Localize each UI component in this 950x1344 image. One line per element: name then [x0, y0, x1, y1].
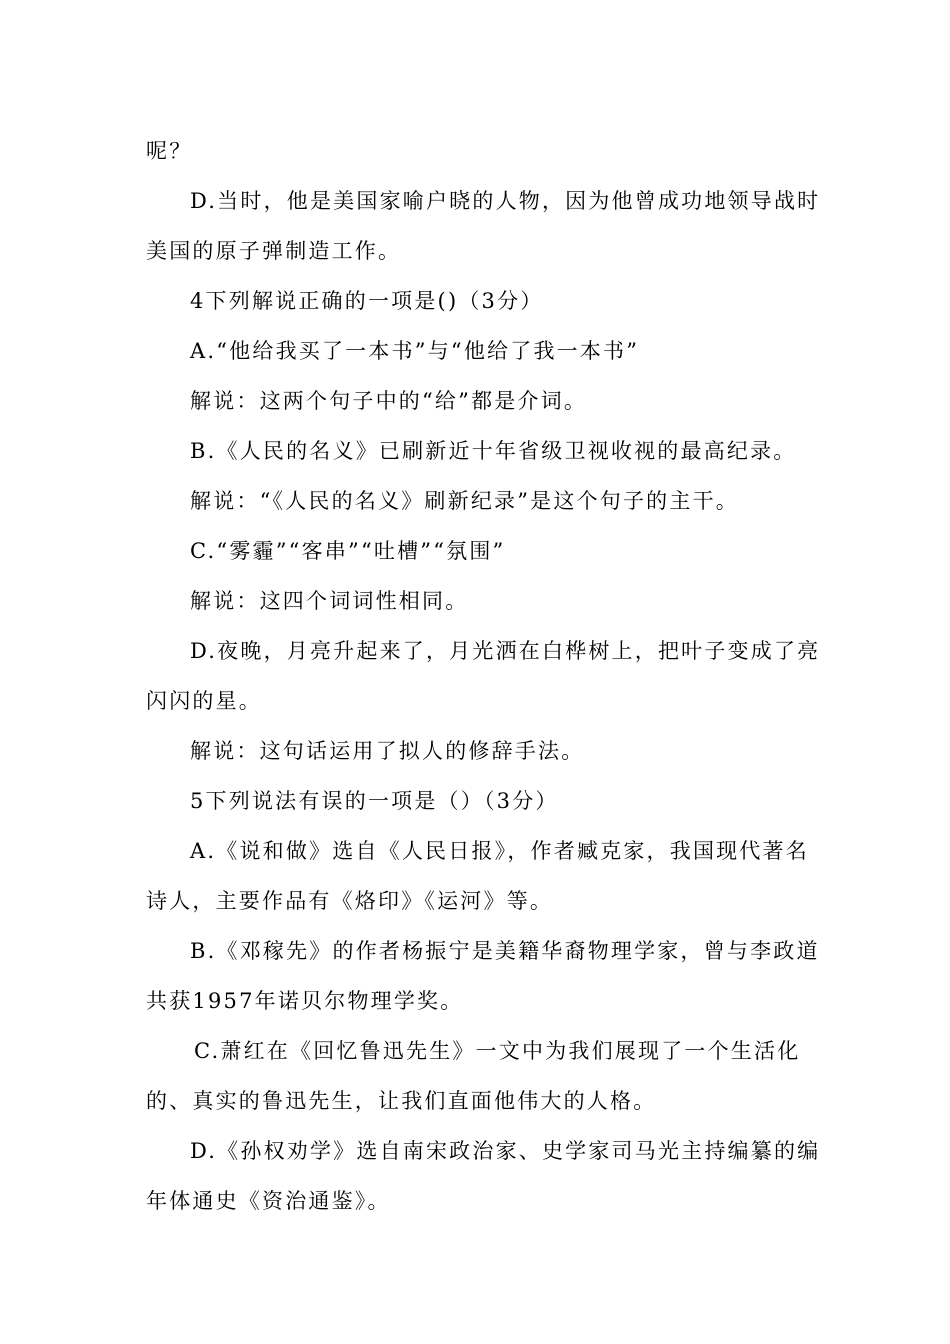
q4-option-d-line-1: D.夜晚，月亮升起来了，月光洒在白桦树上，把叶子变成了亮 [190, 639, 821, 663]
q5-option-b-line-2: 共获1957年诺贝尔物理学奖。 [146, 989, 464, 1013]
q5-option-c-line-1: C.萧红在《回忆鲁迅先生》一文中为我们展现了一个生活化 [194, 1039, 801, 1063]
q4-option-d-explanation: 解说：这句话运用了拟人的修辞手法。 [190, 739, 585, 763]
q5-option-b-line-1: B.《邓稼先》的作者杨振宁是美籍华裔物理学家，曾与李政道 [190, 939, 820, 963]
q4-option-d-line-2: 闪闪的星。 [146, 689, 262, 713]
q4-option-a-explanation: 解说：这两个句子中的“给”都是介词。 [190, 389, 588, 413]
continuation-line: 呢？ [146, 139, 193, 163]
q4-option-c-explanation: 解说：这四个词词性相同。 [190, 589, 469, 613]
q4-option-c: C.“雾霾”“客串”“吐槽”“氛围” [190, 539, 506, 563]
q5-option-d-line-2: 年体通史《资治通鉴》。 [146, 1189, 391, 1213]
q5-option-a-line-1: A.《说和做》选自《人民日报》，作者臧克家，我国现代著名 [190, 839, 809, 863]
q4-option-b: B.《人民的名义》已刷新近十年省级卫视收视的最高纪录。 [190, 439, 797, 463]
q5-option-d-line-1: D.《孙权劝学》选自南宋政治家、史学家司马光主持编纂的编 [190, 1139, 821, 1163]
q5-option-c-line-2: 的、真实的鲁迅先生，让我们直面他伟大的人格。 [146, 1089, 657, 1113]
q4-option-a: A.“他给我买了一本书”与“他给了我一本书” [190, 339, 640, 363]
q4-option-b-explanation: 解说：“《人民的名义》刷新纪录”是这个句子的主干。 [190, 489, 739, 513]
question-4-stem: 4下列解说正确的一项是()（3分） [190, 289, 544, 313]
option-d-line-2: 美国的原子弹制造工作。 [146, 239, 402, 263]
option-d-line-1: D.当时，他是美国家喻户晓的人物，因为他曾成功地领导战时 [190, 189, 821, 213]
question-5-stem: 5下列说法有误的一项是（）（3分） [190, 789, 559, 813]
q5-option-a-line-2: 诗人，主要作品有《烙印》《运河》等。 [146, 889, 554, 913]
